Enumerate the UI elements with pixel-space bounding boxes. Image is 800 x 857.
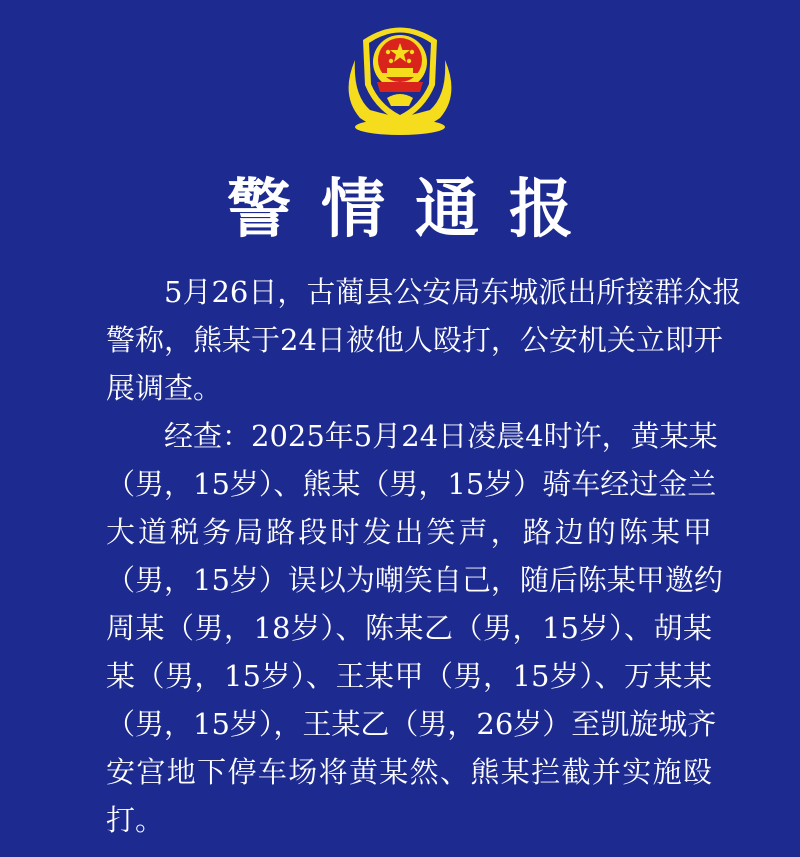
text-line: 周某（男，18岁）、陈某乙（男，15岁）、胡某 [106,611,712,645]
text-line: （男，15岁）、熊某（男，15岁）骑车经过金兰 [106,467,717,501]
page-title: 警情通报 [227,173,603,247]
text-line: （男，15岁）误以为嘲笑自己，随后陈某甲邀约 [106,563,723,597]
police-emblem [335,10,465,138]
text-line: 警称，熊某于24日被他人殴打，公安机关立即开 [106,323,723,357]
text-line: （男，15岁），王某乙（男，26岁）至凯旋城齐 [106,707,717,741]
notice-body [106,268,742,844]
text-line: 经查：2025年5月24日凌晨4时许，黄某某 [164,419,718,453]
text-line: 安宫地下停车场将黄某然、熊某拦截并实施殴 [106,755,712,789]
paragraph-investigation [106,412,723,844]
paragraph-report [106,268,742,412]
text-line: 某（男，15岁）、王某甲（男，15岁）、万某某 [106,659,712,693]
text-line: 大道税务局路段时发出笑声，路边的陈某甲 [106,515,712,549]
text-line: 展调查。 [106,371,223,405]
text-line: 5月26日，古蔺县公安局东城派出所接群众报 [164,275,742,309]
text-line: 打。 [106,803,165,837]
